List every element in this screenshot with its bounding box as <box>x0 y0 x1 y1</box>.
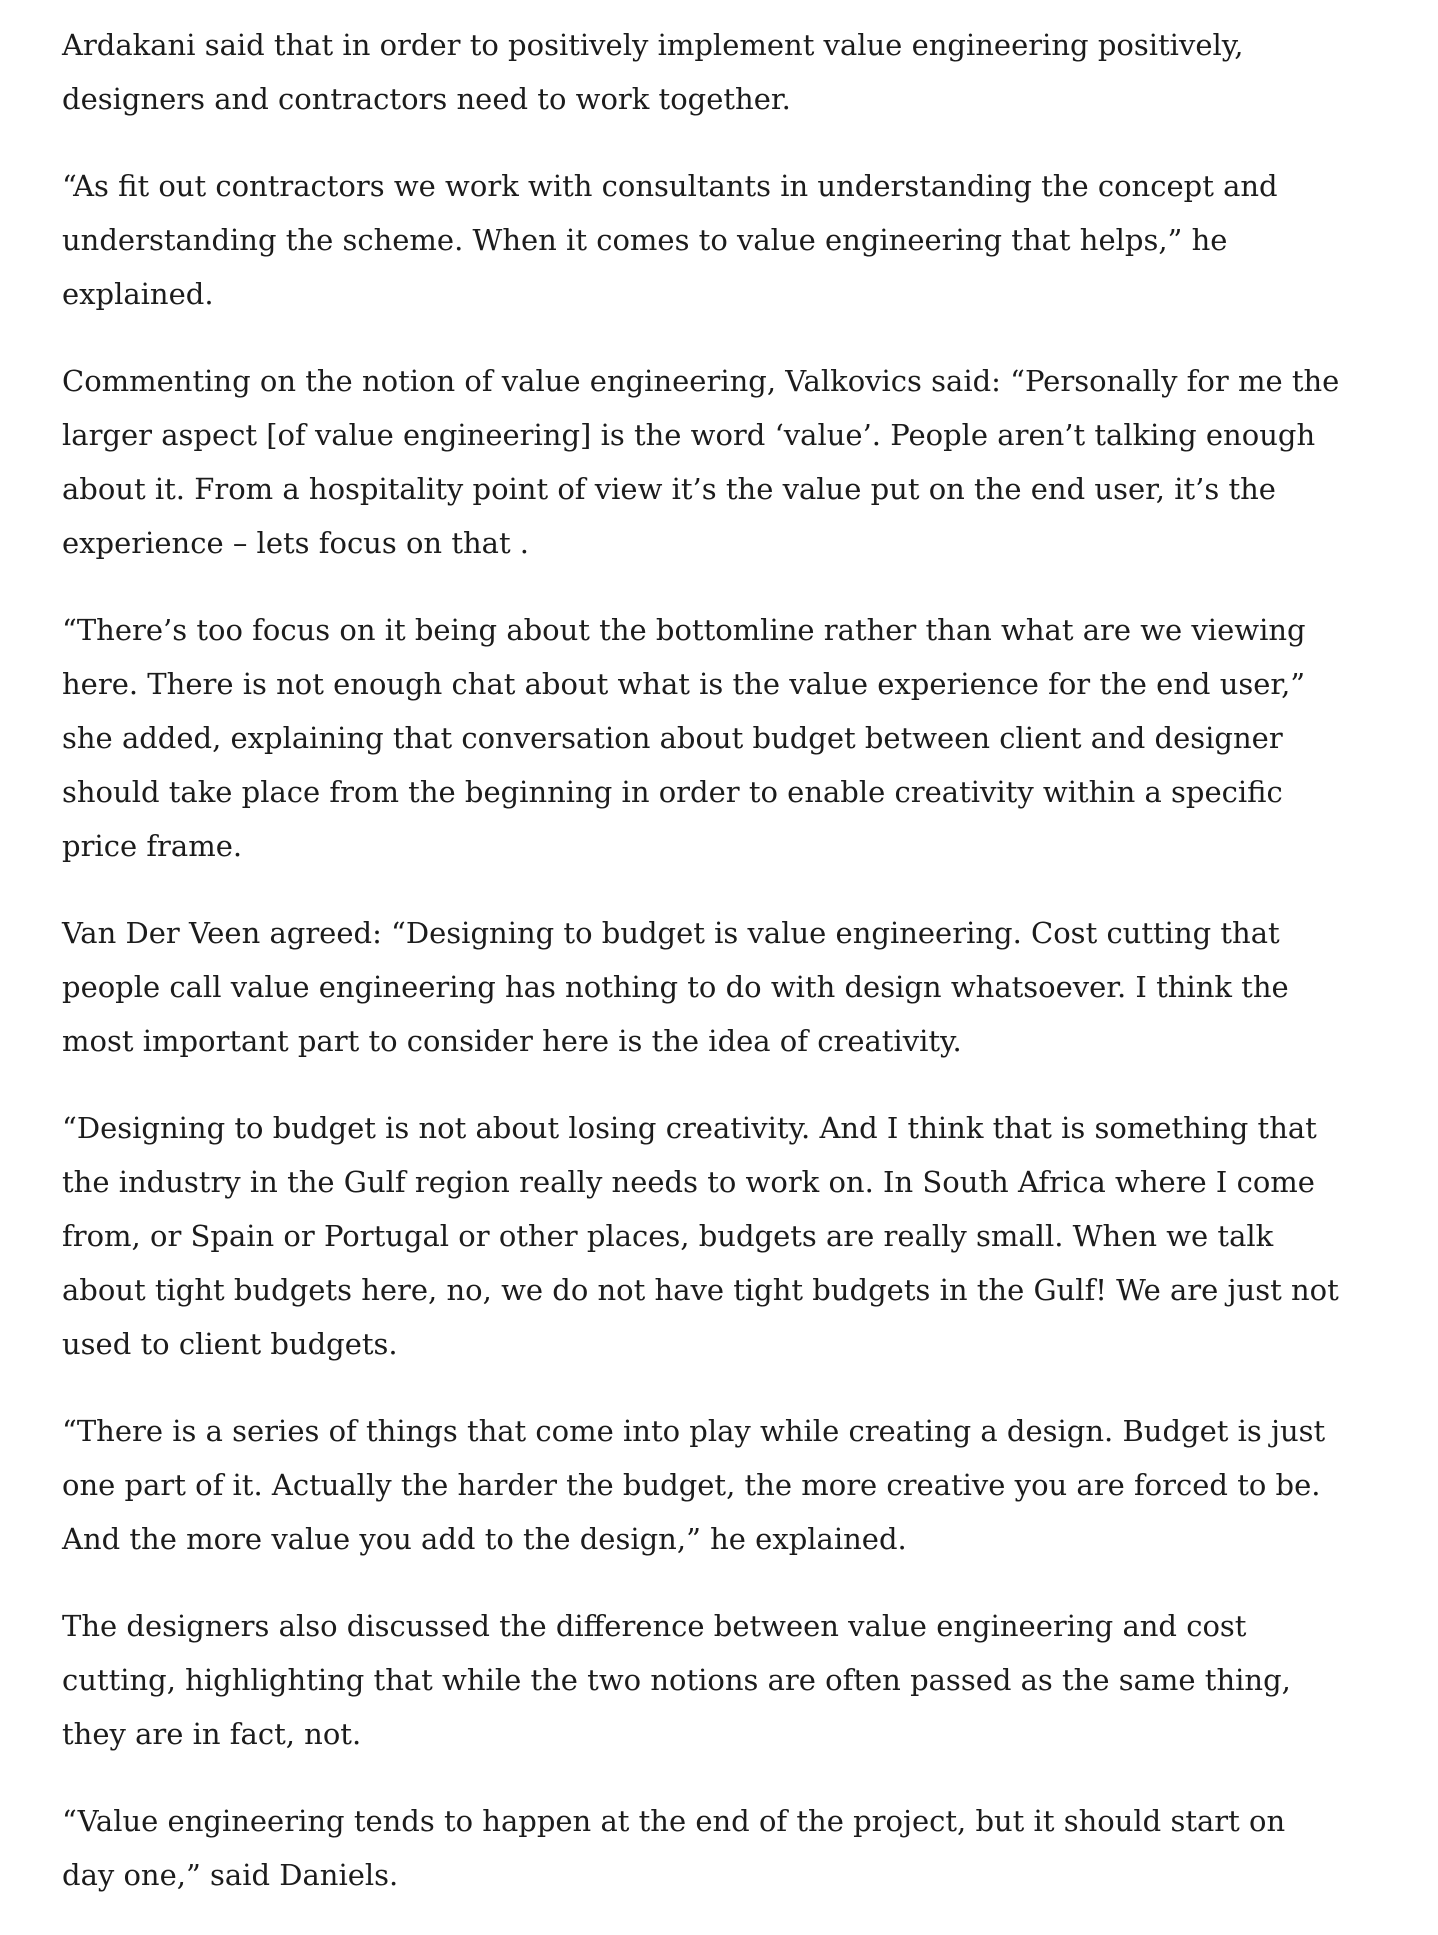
article-paragraph: “Designing to budget is not about losing creativity. And I think that is something that the industry in the Gulf region really needs to work on. In South Africa where I come from, or Spain or Portugal or other places, budgets are really small. When we talk about tight budgets here, no, we do not have tight budgets in the Gulf! We are just not used to client budgets. <box>62 1111 1339 1361</box>
article-paragraph: “Value engineering tends to happen at the end of the project, but it should start on day one,” said Daniels. <box>62 1804 1286 1892</box>
article-paragraph: “There is a series of things that come into play while creating a design. Budget is just one part of it. Actually the harder the budget, the more creative you are forced to be. And the more value you add to the design,” he explained. <box>62 1414 1326 1556</box>
article-paragraph: “There’s too focus on it being about the bottomline rather than what are we viewing here. There is not enough chat about what is the value experience for the end user,” she added, explaining that conversation about budget between client and designer should take place from the beginning in order to enable creativity within a specific price frame. <box>62 613 1306 863</box>
article-paragraph: Commenting on the notion of value engineering, Valkovics said: “Personally for me the larger aspect [of value engineering] is the word ‘value’. People aren’t talking enough about it. From a hospitality point of view it’s the value put on the end user, it’s the experience – lets focus on that . <box>62 364 1340 560</box>
article-paragraph: “As fit out contractors we work with consultants in understanding the concept and understanding the scheme. When it comes to value engineering that helps,” he explained. <box>62 169 1278 311</box>
article-body <box>62 18 1342 1935</box>
article-paragraph: Ardakani said that in order to positively implement value engineering positively, designers and contractors need to work together. <box>62 28 1244 116</box>
article-paragraph: Van Der Veen agreed: “Designing to budget is value engineering. Cost cutting that people call value engineering has nothing to do with design whatsoever. I think the most important part to consider here is the idea of creativity. <box>62 916 1289 1058</box>
article-paragraph: The designers also discussed the difference between value engineering and cost cutting, highlighting that while the two notions are often passed as the same thing, they are in fact, not. <box>62 1609 1291 1751</box>
